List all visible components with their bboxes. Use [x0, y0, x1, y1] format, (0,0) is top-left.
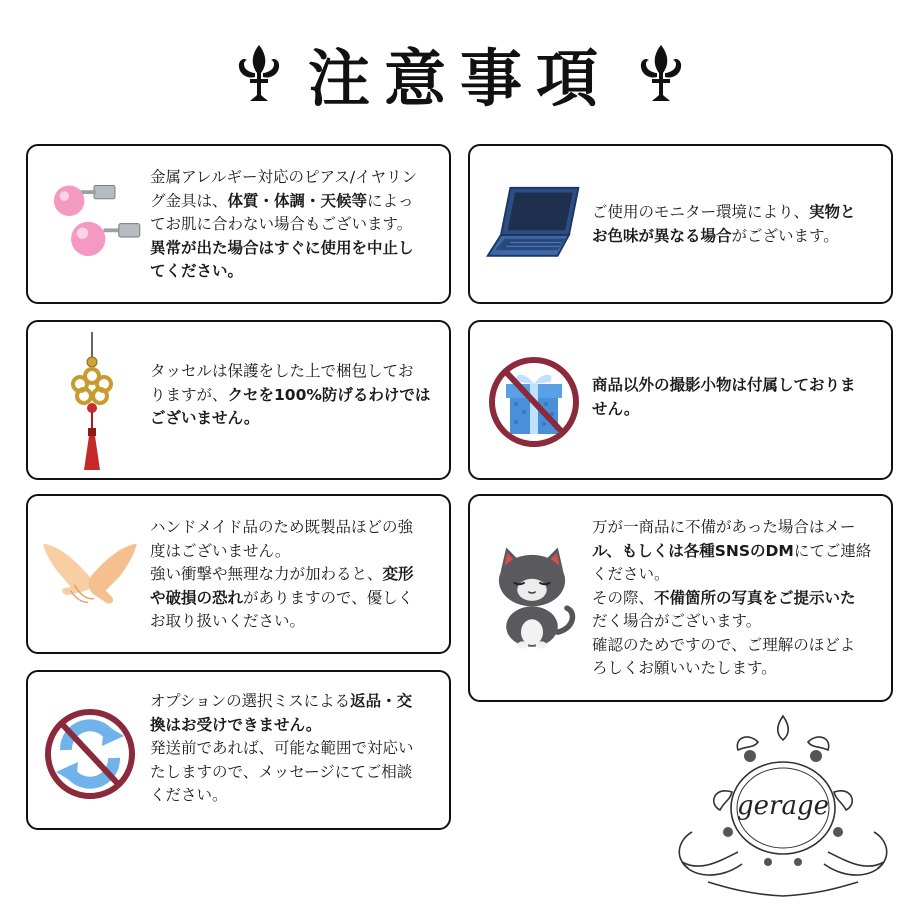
- notice-line: [150, 540, 445, 564]
- body-text: グ金具は、: [150, 191, 228, 210]
- notice-line: [592, 610, 887, 634]
- notice-line: [150, 516, 445, 540]
- emphasis-text: 返品・交: [350, 692, 413, 710]
- emphasis-text: ございません。: [150, 409, 260, 427]
- cat-icon: [486, 540, 578, 658]
- notice-text: [150, 360, 445, 431]
- notice-line: [150, 784, 445, 808]
- notice-card-tassel: [26, 320, 451, 480]
- body-text: 万が一商品に不備があった場合はメー: [592, 518, 856, 536]
- emphasis-text: 不備箇所の写真をご提示いた: [654, 588, 856, 607]
- notice-line: [150, 237, 445, 261]
- notice-line: [150, 384, 445, 408]
- emphasis-text: お色味が異なる場合: [592, 226, 732, 245]
- title-row: [0, 28, 920, 118]
- notice-line: [592, 225, 887, 249]
- fleur-de-lis-icon: [638, 43, 684, 103]
- logo-text: gerage: [737, 791, 829, 821]
- notice-line: [150, 610, 445, 634]
- emphasis-text: ル、もしくは各種SNSのDM: [592, 541, 794, 560]
- notice-line: [150, 260, 445, 284]
- notice-card-exchange: [26, 670, 451, 830]
- notice-line: [592, 540, 887, 564]
- no-exchange-icon: [40, 702, 140, 802]
- emphasis-text: 換はお受けできません。: [150, 715, 322, 734]
- notice-line: [150, 166, 445, 190]
- body-text: がございます。: [731, 226, 839, 245]
- body-text: がありますので、優しく: [243, 588, 414, 607]
- body-text: ください。: [150, 786, 228, 804]
- notice-line: [150, 761, 445, 785]
- body-text: ハンドメイド品のため既製品ほどの強: [150, 518, 414, 536]
- notice-line: [592, 398, 887, 422]
- body-text: ろしくお願いいたします。: [592, 659, 777, 677]
- notice-card-props: [468, 320, 893, 480]
- notice-line: [592, 516, 887, 540]
- earring-icon: [38, 174, 148, 279]
- notice-text: [592, 374, 887, 421]
- notice-text: [592, 516, 887, 681]
- notice-text: [592, 201, 887, 248]
- notice-line: [150, 563, 445, 587]
- notice-line: [592, 374, 887, 398]
- body-text: によっ: [367, 191, 414, 210]
- body-text: 度はございません。: [150, 541, 291, 560]
- emphasis-text: や破損の恐れ: [150, 588, 244, 607]
- notice-line: [150, 360, 445, 384]
- fleur-de-lis-icon: [236, 43, 282, 103]
- notice-line: [592, 634, 887, 658]
- notice-line: [150, 213, 445, 237]
- emphasis-text: 変形: [382, 565, 414, 583]
- notice-line: [592, 563, 887, 587]
- notice-line: [150, 407, 445, 431]
- body-text: だく場合がございます。: [592, 612, 762, 630]
- emphasis-text: 体質・体調・天候等: [227, 191, 368, 210]
- body-text: 強い衝撃や無理な力が加わると、: [150, 565, 383, 583]
- notice-line: [592, 657, 887, 681]
- notice-line: [150, 714, 445, 738]
- laptop-icon: [482, 184, 586, 269]
- body-text: 金属アレルギー対応のピアス/イヤリン: [150, 168, 418, 186]
- no-gift-icon: [484, 350, 584, 450]
- hands-icon: [40, 536, 140, 614]
- emphasis-text: 異常が出た場合はすぐに使用を中止し: [150, 238, 414, 257]
- notice-line: [150, 690, 445, 714]
- notice-card-monitor: [468, 144, 893, 304]
- brand-logo: [668, 712, 898, 912]
- body-text: その際、: [592, 588, 655, 607]
- notice-line: [592, 201, 887, 225]
- body-text: タッセルは保護をした上で梱包してお: [150, 362, 414, 380]
- body-text: 確認のためですので、ご理解のほどよ: [592, 635, 856, 654]
- page-title: 注意事項: [307, 41, 612, 115]
- notice-text: [150, 166, 445, 284]
- notice-line: [150, 737, 445, 761]
- body-text: りますが、: [150, 385, 228, 404]
- emphasis-text: せん。: [592, 399, 640, 418]
- body-text: オプションの選択ミスによる: [150, 692, 351, 710]
- body-text: お取り扱いください。: [150, 612, 306, 630]
- body-text: ください。: [592, 565, 670, 583]
- emphasis-text: クセを100%防げるわけでは: [227, 385, 431, 404]
- body-text: ご使用のモニター環境により、: [592, 203, 810, 221]
- notice-card-handmade: [26, 494, 451, 654]
- emphasis-text: 商品以外の撮影小物は付属しておりま: [592, 376, 856, 394]
- body-text: たしますので、メッセージにてご相談: [150, 762, 413, 781]
- emphasis-text: 実物と: [809, 203, 856, 221]
- body-text: 発送前であれば、可能な範囲で対応い: [150, 739, 414, 757]
- notice-text: [150, 516, 445, 634]
- notice-card-allergy: [26, 144, 451, 304]
- body-text: てお肌に合わない場合もございます。: [150, 215, 413, 233]
- tassel-icon: [62, 332, 122, 472]
- body-text: にてご連絡: [793, 541, 872, 560]
- emphasis-text: てください。: [150, 262, 244, 280]
- notice-text: [150, 690, 445, 808]
- notice-card-contact: [468, 494, 893, 702]
- notice-line: [150, 587, 445, 611]
- notice-line: [150, 190, 445, 214]
- notice-line: [592, 587, 887, 611]
